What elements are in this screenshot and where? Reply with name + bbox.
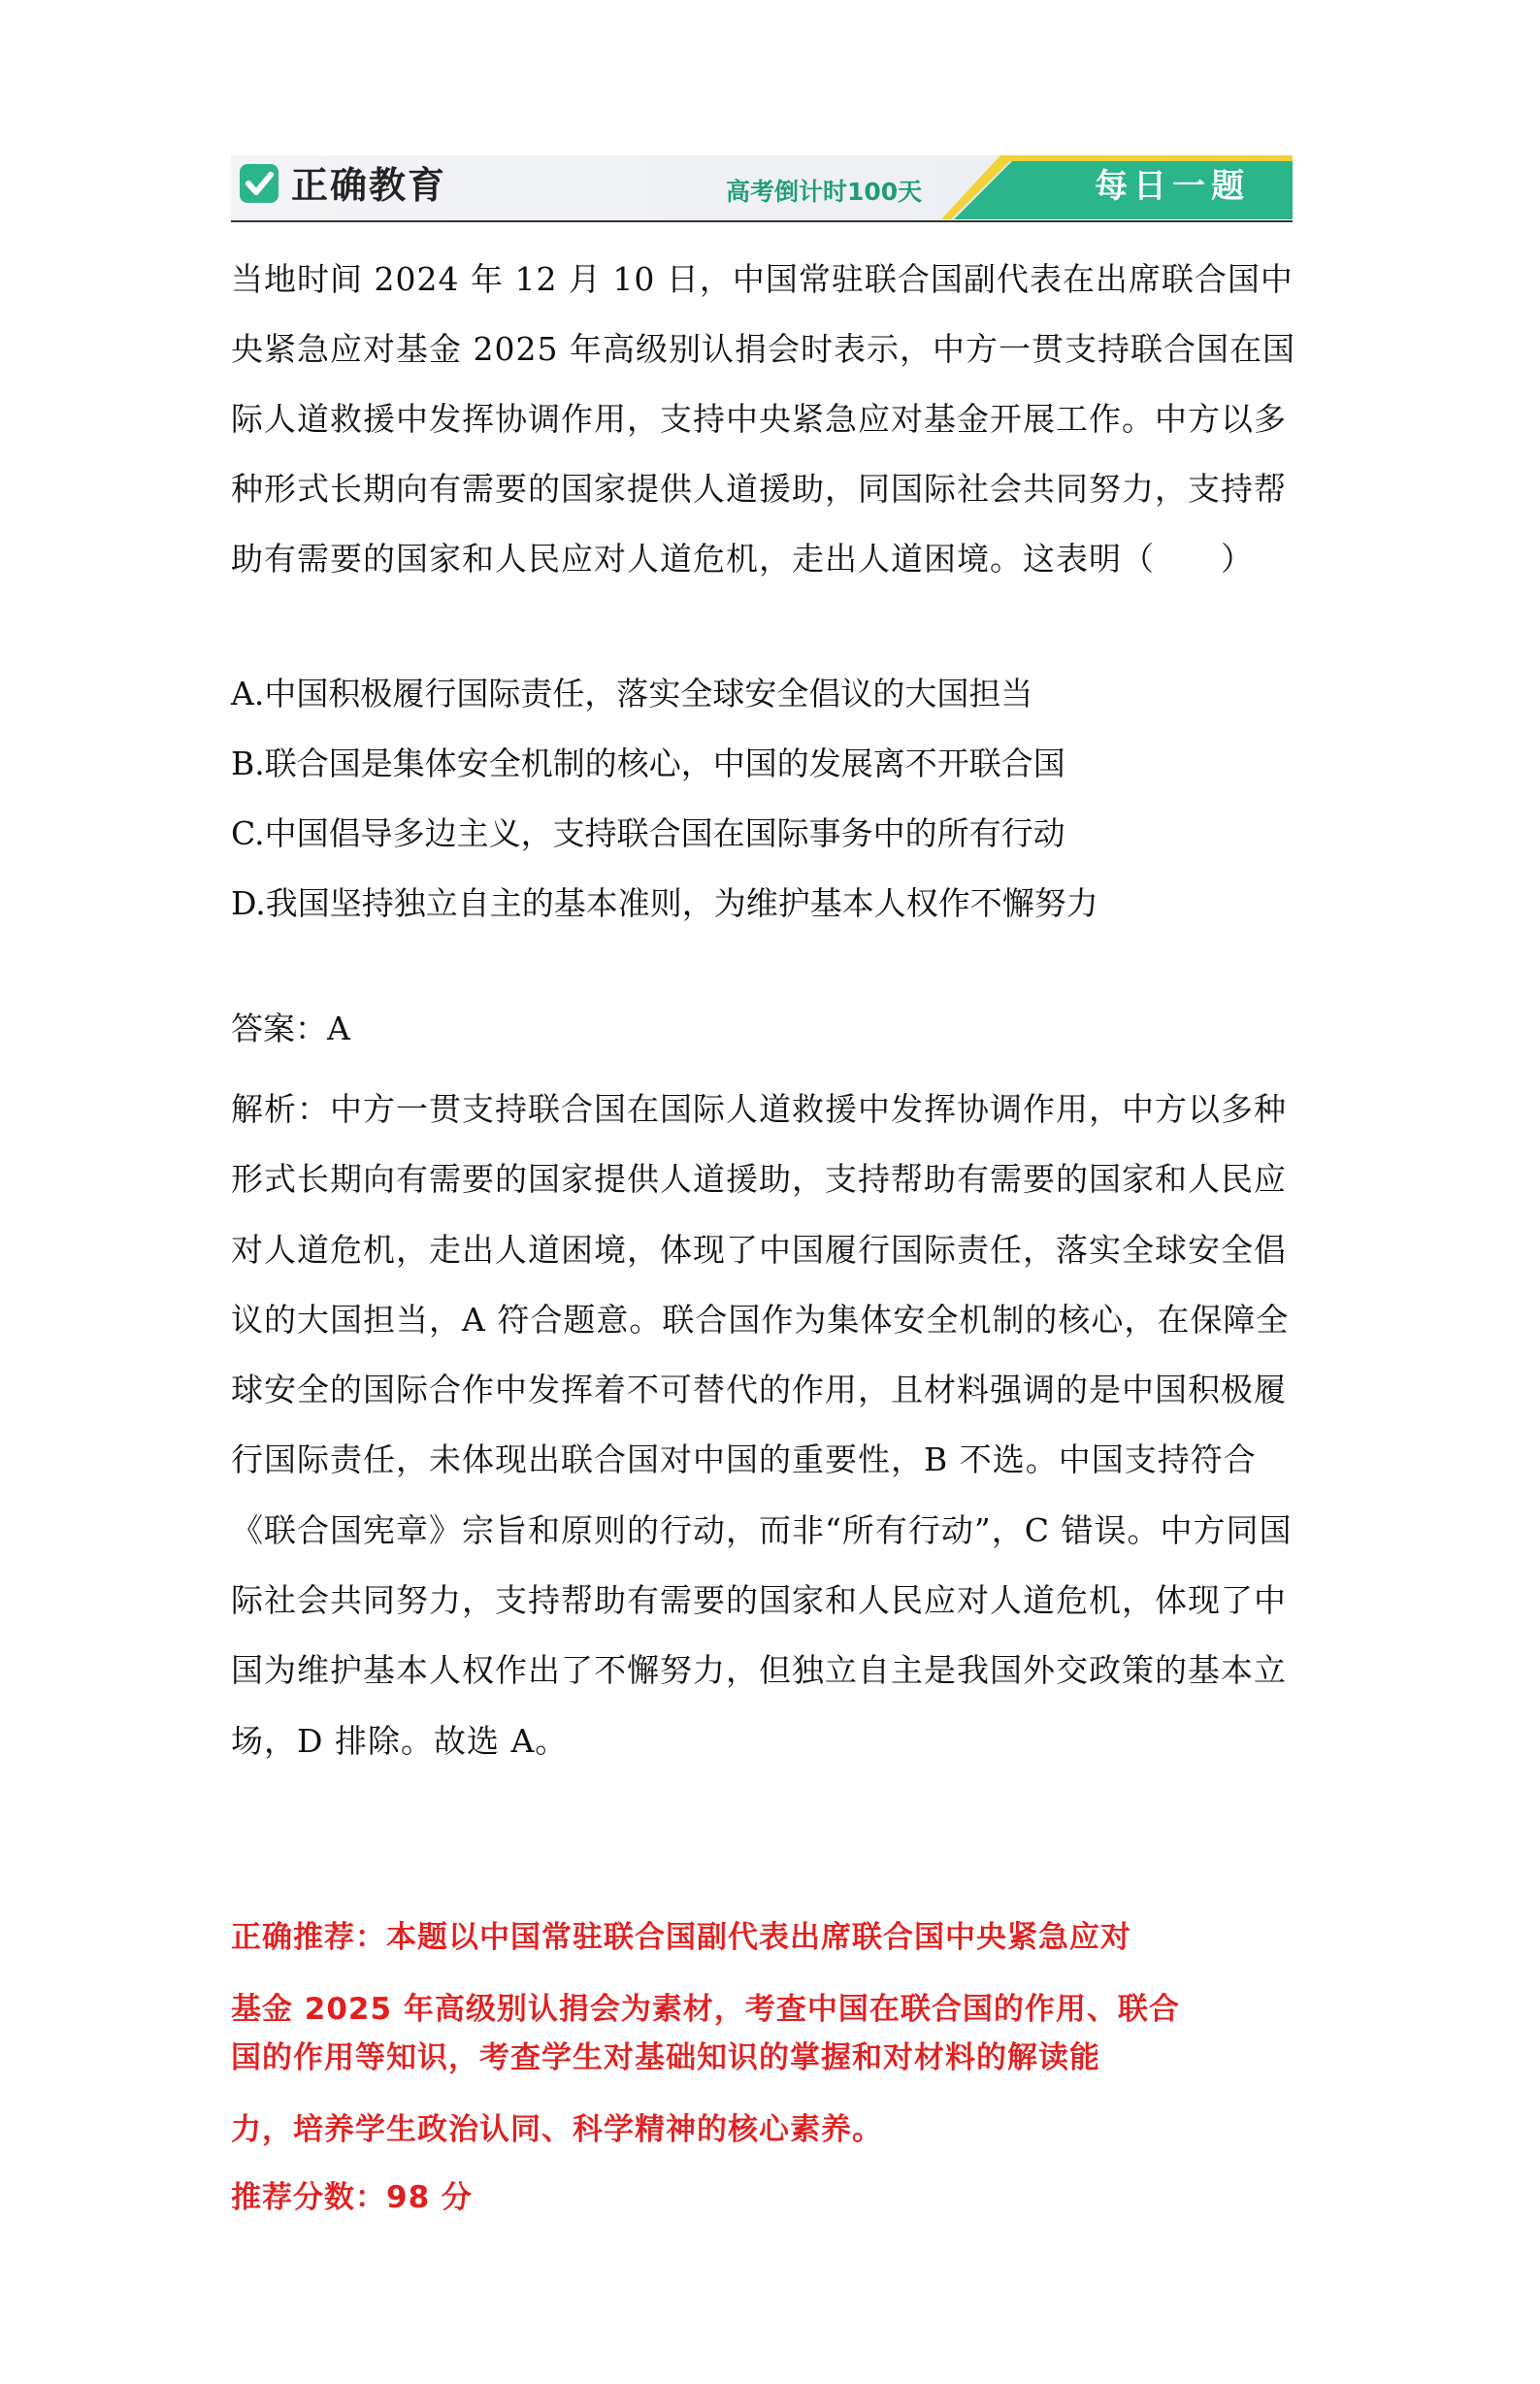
header-banner: [231, 155, 1293, 219]
brand-logo-text: 正确教育: [291, 164, 447, 207]
header-divider: [231, 220, 1293, 222]
option-d: D.我国坚持独立自主的基本准则，为维护基本人权作不懈努力: [231, 884, 1098, 922]
question-stem: 当地时间 2024 年 12 月 10 日，中国常驻联合国副代表在出席联合国中央紧急应对基金 2025 年高级别认捐会时表示，中方一贯支持联合国在国际人道救援中发挥协调作用，支持中央紧急应对基金开展工作。中方以多种形式长期向有需要的国家提供人道援助，同国际社会共同努力，支持帮助有需要的国家和人民应对人道危机，走出人道困境。这表明（ ）: [231, 260, 1295, 578]
answer-line: 答案：A: [231, 1010, 350, 1047]
check-icon: [239, 163, 279, 204]
daily-question-label: 每日一题: [1095, 167, 1250, 206]
recommendation-score: 推荐分数：98 分: [231, 2180, 473, 2215]
option-c: C.中国倡导多边主义，支持联合国在国际事务中的所有行动: [231, 814, 1065, 852]
option-a: A.中国积极履行国际责任，落实全球安全倡议的大国担当: [231, 675, 1033, 712]
analysis-paragraph: 解析：中方一贯支持联合国在国际人道救援中发挥协调作用，中方以多种形式长期向有需要的国家提供人道援助，支持帮助有需要的国家和人民应对人道危机，走出人道困境，体现了中国履行国际责任，落实全球安全倡议的大国担当，A 符合题意。联合国作为集体安全机制的核心，在保障全球安全的国际合作中发挥着不可替代的作用，且材料强调的是中国积极履行国际责任，未体现出联合国对中国的重要性，B 不选。中国支持符合《联合国宪章》宗旨和原则的行动，而非“所有行动”，C 错误。中方同国际社会共同努力，支持帮助有需要的国家和人民应对人道危机，体现了中国为维护基本人权作出了不懈努力，但独立自主是我国外交政策的基本立场，D 排除。故选 A。: [231, 1090, 1293, 1760]
recommendation-line: 基金 2025 年高级别认捐会为素材，考查中国在联合国的作用、联合: [231, 1992, 1180, 2027]
recommendation-block: [231, 1912, 1298, 2223]
countdown-label: 高考倒计时100天: [726, 178, 923, 206]
recommendation-line: 国的作用等知识，考查学生对基础知识的掌握和对材料的解读能: [231, 2040, 1100, 2075]
recommendation-line: 力，培养学生政治认同、科学精神的核心素养。: [231, 2112, 883, 2147]
option-b: B.联合国是集体安全机制的核心，中国的发展离不开联合国: [231, 745, 1065, 782]
recommendation-line: 正确推荐：本题以中国常驻联合国副代表出席联合国中央紧急应对: [231, 1920, 1131, 1955]
